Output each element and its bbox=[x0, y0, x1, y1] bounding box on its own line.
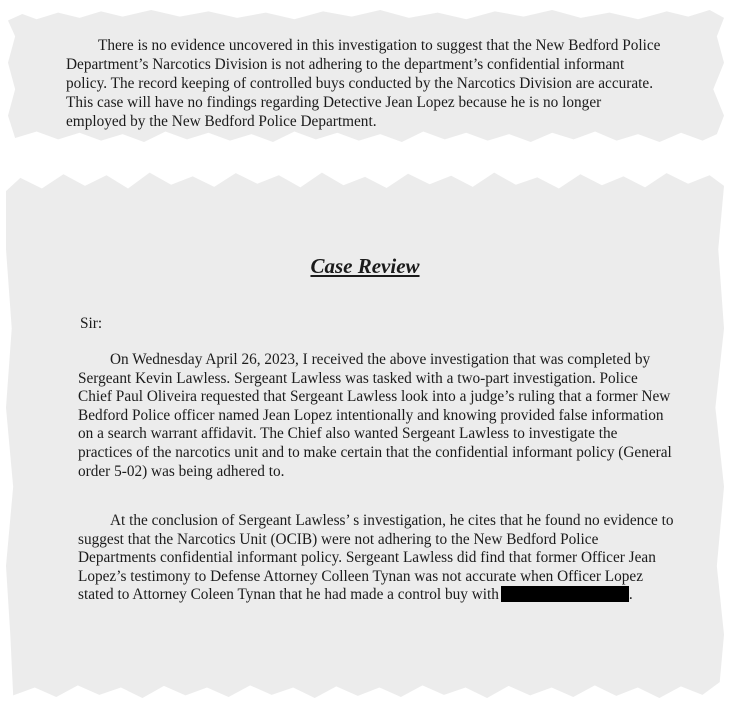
text-line: practices of the narcotics unit and to make certain that the confidential informant policy (General bbox=[78, 443, 672, 461]
text-line: Chief Paul Oliveira requested that Sergeant Lawless look into a judge’s ruling that a former New bbox=[78, 388, 671, 406]
text-line: Sergeant Kevin Lawless. Sergeant Lawless was tasked with a two-part investigation. Police bbox=[78, 369, 638, 387]
text-line: Departments confidential informant policy. Sergeant Lawless did find that former Officer Jean bbox=[78, 549, 656, 567]
top-paragraph bbox=[66, 36, 660, 131]
text-line-redacted bbox=[78, 586, 674, 605]
text-line: At the conclusion of Sergeant Lawless’ s investigation, he cites that he found no evidence to bbox=[110, 512, 674, 529]
text-line: There is no evidence uncovered in this investigation to suggest that the New Bedford Police bbox=[98, 37, 661, 54]
text-line: This case will have no findings regarding Detective Jean Lopez because he is no longer bbox=[66, 94, 602, 111]
case-review-heading: Case Review bbox=[310, 254, 420, 278]
text-line: employed by the New Bedford Police Department. bbox=[66, 113, 377, 130]
text-line: Department’s Narcotics Division is not adhering to the department’s confidential informant bbox=[66, 56, 625, 73]
salutation: Sir: bbox=[80, 315, 103, 332]
paragraph-two bbox=[78, 512, 674, 605]
text-line: Lopez’s testimony to Defense Attorney Colleen Tynan was not accurate when Officer Lopez bbox=[78, 567, 644, 585]
text-line: Bedford Police officer named Jean Lopez intentionally and knowing provided false information bbox=[78, 406, 664, 424]
redaction-bar bbox=[501, 586, 629, 602]
paragraph-one bbox=[78, 351, 672, 481]
text-line: on a search warrant affidavit. The Chief also wanted Sergeant Lawless to investigate the bbox=[78, 425, 618, 443]
text-line: policy. The record keeping of controlled buys conducted by the Narcotics Division are accurate. bbox=[66, 75, 654, 92]
text-line: order 5-02) was being adhered to. bbox=[78, 462, 285, 480]
end-punctuation: . bbox=[628, 586, 633, 604]
text-fragment: stated to Attorney Coleen Tynan that he had made a control buy with bbox=[78, 586, 499, 604]
text-line: On Wednesday April 26, 2023, I received the above investigation that was completed by bbox=[110, 351, 651, 368]
text-line: suggest that the Narcotics Unit (OCIB) were not adhering to the New Bedford Police bbox=[78, 530, 599, 548]
